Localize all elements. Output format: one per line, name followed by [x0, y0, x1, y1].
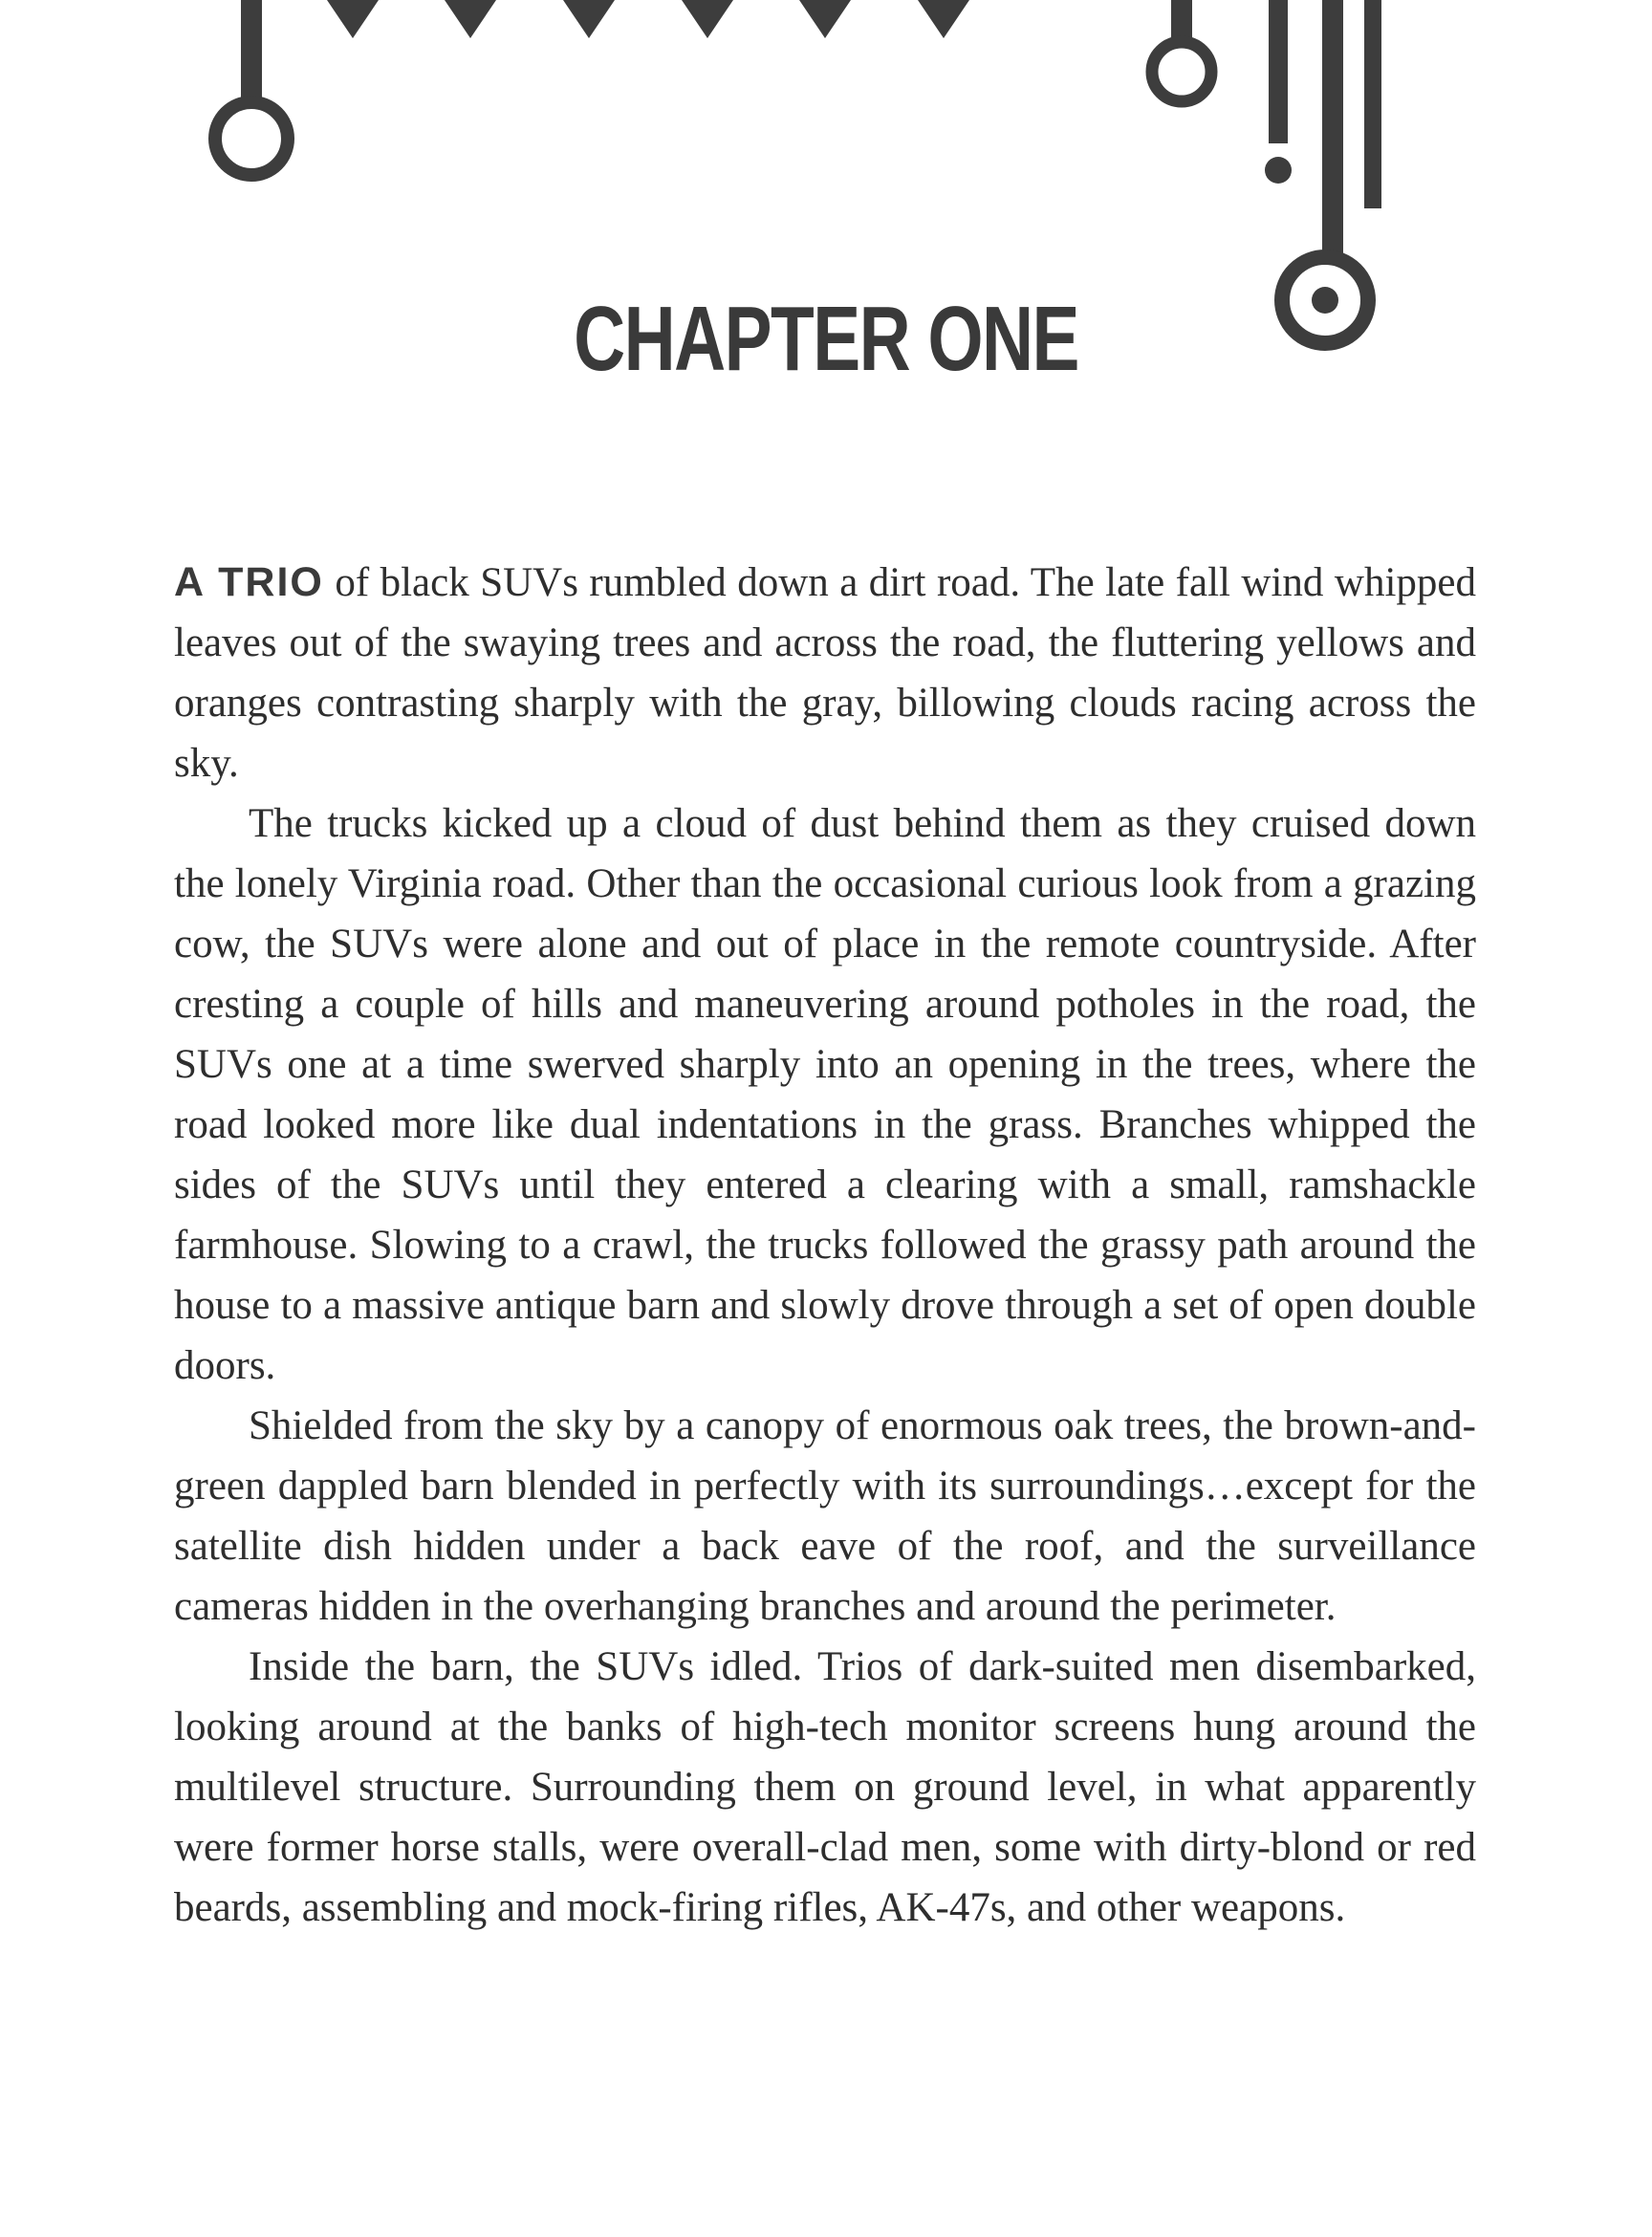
paragraph-4: Inside the barn, the SUVs idled. Trios of dark-suited men disembarked, looking around at the banks of high-tech monitor screens hung around the multilevel structure. Surrounding them on ground level, in what apparently were former horse stalls, were overall-clad men, some with dirty-blond or red beards, assembling and mock-firing rifles, AK-47s, and other weapons.: [174, 1644, 1476, 1930]
paragraph-1-text: of black SUVs rumbled down a dirt road. The late fall wind whipped leaves out of the swaying trees and across the road, the fluttering yellows and oranges contrasting sharply with the gray, billowing clouds racing across the sky.: [174, 560, 1476, 786]
chapter-body: [174, 553, 1476, 1938]
paragraph-lead-in: A TRIO: [174, 559, 324, 605]
paragraph-3: Shielded from the sky by a canopy of enormous oak trees, the brown-and-green dappled barn blended in perfectly with its surroundings…except for the satellite dish hidden under a back eave of the roof, and the surveillance cameras hidden in the overhanging branches and around the perimeter.: [174, 1403, 1476, 1629]
paragraph-1: [174, 553, 1476, 793]
paragraph-2: The trucks kicked up a cloud of dust behind them as they cruised down the lonely Virginia road. Other than the occasional curious look from a grazing cow, the SUVs were alone and out of place in the remote countryside. After cresting a couple of hills and maneuvering around potholes in the road, the SUVs one at a time swerved sharply into an opening in the trees, where the road looked more like dual indentations in the grass. Branches whipped the sides of the SUVs until they entered a clearing with a small, ramshackle farmhouse. Slowing to a crawl, the trucks followed the grassy path around the house to a massive antique barn and slowly drove through a set of open double doors.: [174, 801, 1476, 1388]
chapter-title: CHAPTER ONE: [574, 288, 1078, 390]
